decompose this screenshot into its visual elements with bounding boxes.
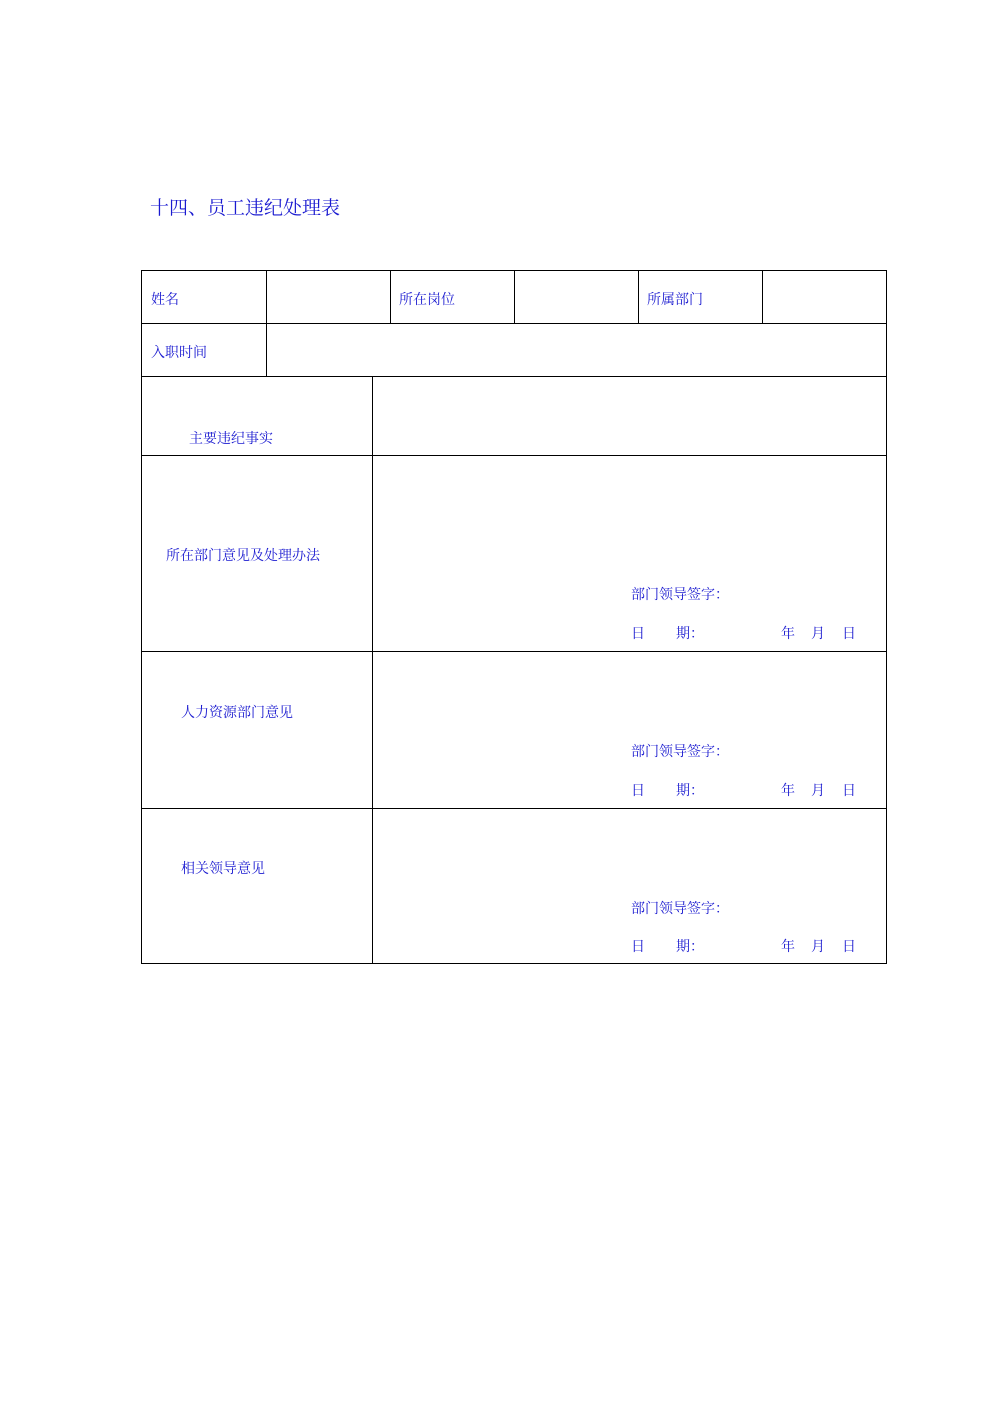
leader-opinion-label: 相关领导意见 xyxy=(181,861,265,877)
row-divider xyxy=(142,455,886,456)
row-divider xyxy=(142,651,886,652)
col-divider xyxy=(514,271,515,323)
hr-month-label: 月 xyxy=(811,783,825,799)
leader-date-label-2: 期： xyxy=(676,939,704,955)
hr-day-label: 日 xyxy=(842,783,856,799)
col-divider xyxy=(762,271,763,323)
row-divider xyxy=(142,323,886,324)
dept-year-label: 年 xyxy=(781,626,795,642)
col-divider xyxy=(372,376,373,963)
col-divider xyxy=(266,271,267,323)
department-field[interactable] xyxy=(771,289,881,309)
leader-year-label: 年 xyxy=(781,939,795,955)
row-divider xyxy=(142,376,886,377)
violation-facts-field[interactable] xyxy=(382,386,877,446)
department-label: 所属部门 xyxy=(647,292,703,308)
col-divider xyxy=(266,323,267,376)
dept-signature-label: 部门领导签字： xyxy=(631,587,729,603)
position-label: 所在岗位 xyxy=(399,292,455,308)
name-label: 姓名 xyxy=(151,292,179,308)
dept-date-label-1: 日 xyxy=(631,626,645,642)
dept-opinion-label: 所在部门意见及处理办法 xyxy=(166,548,320,564)
leader-day-label: 日 xyxy=(842,939,856,955)
name-field[interactable] xyxy=(275,289,385,309)
violation-form-table xyxy=(141,270,887,964)
form-title: 十四、员工违纪处理表 xyxy=(150,197,341,219)
row-divider xyxy=(142,808,886,809)
col-divider xyxy=(390,271,391,323)
hr-opinion-label: 人力资源部门意见 xyxy=(181,705,293,721)
leader-signature-label: 部门领导签字： xyxy=(631,901,729,917)
hr-date-label-1: 日 xyxy=(631,783,645,799)
hr-signature-label: 部门领导签字： xyxy=(631,744,729,760)
dept-day-label: 日 xyxy=(842,626,856,642)
hire-date-field[interactable] xyxy=(275,342,875,362)
violation-facts-label: 主要违纪事实 xyxy=(189,431,273,447)
hr-year-label: 年 xyxy=(781,783,795,799)
leader-date-label-1: 日 xyxy=(631,939,645,955)
leader-month-label: 月 xyxy=(811,939,825,955)
hire-date-label: 入职时间 xyxy=(151,345,207,361)
dept-date-label-2: 期： xyxy=(676,626,704,642)
hr-date-label-2: 期： xyxy=(676,783,704,799)
position-field[interactable] xyxy=(523,289,633,309)
dept-month-label: 月 xyxy=(811,626,825,642)
col-divider xyxy=(638,271,639,323)
